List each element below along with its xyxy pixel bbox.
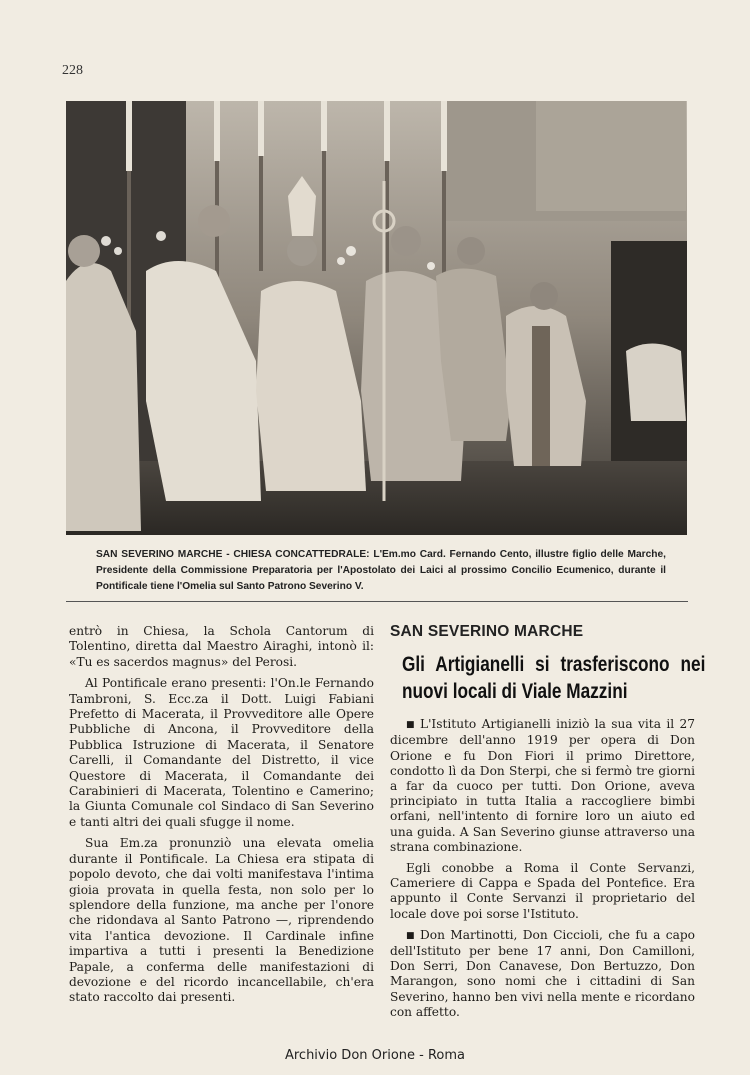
right-paragraph-1: ■ L'Istituto Artigianelli iniziò la sua vita il 27 dicembre dell'anno 1919 per opera di Don Orione e fu Don Fiori il primo Direttore, condotto lì da Don Sterpi, che si fermò tre giorni a far da cuoco per tutti. Don Orione, aveva principiato in tutta Italia a raccogliere bimbi orfani, nell'intento di fornire loro un aiuto ed una guida. A San Severino giunse attraverso una strana combinazione. (390, 717, 695, 854)
right-paragraph-2: Egli conobbe a Roma il Conte Servanzi, Cameriere di Cappa e Spada del Pontefice. Era appunto il Conte Servanzi il proprietario del locale dove poi sorse l'Istituto. (390, 861, 695, 921)
bullet-icon: ■ (406, 930, 416, 941)
page-number: 228 (62, 63, 83, 78)
archive-footer: Archivio Don Orione - Roma (284, 1048, 466, 1063)
article-headline: Gli Artigianelli si trasferiscono nei nuovi locali di Viale Mazzini (402, 653, 706, 704)
section-divider (66, 601, 688, 602)
left-paragraph-3: Sua Em.za pronunziò una elevata omelia durante il Pontificale. La Chiesa era stipata di popolo devoto, che dai volti manifestava l'intima gioia provata in quella festa, non solo per lo splendore della funzione, ma anche per l'onore che ridondava al Santo Patrono —, riprendendo vita l'antica devozione. Il Cardinale infine impartiva a tutti i presenti la Benedizione Papale, a conferma delle manifestazioni di devozione e del ricordo incancellabile, ch'era stato raccolto dai presenti. (69, 836, 374, 1005)
bullet-icon: ■ (406, 720, 416, 731)
right-paragraph-3: ■ Don Martinotti, Don Ciccioli, che fu a capo dell'Istituto per bene 17 anni, Don Camilloni, Don Serri, Don Canavese, Don Bertuzzo, Don Marangon, sono nomi che i cittadini di San Severino, hanno ben vivi nella mente e ricordano con affetto. (390, 927, 695, 1019)
left-paragraph-1: entrò in Chiesa, la Schola Cantorum di Tolentino, diretta dal Maestro Airaghi, intonò il: «Tu es sacerdos magnus» del Perosi. (69, 624, 374, 669)
left-paragraph-2: Al Pontificale erano presenti: l'On.le Fernando Tambroni, S. Ecc.za il Dott. Luigi Fabiani Prefetto di Macerata, il Provveditore alle Opere Pubbliche di Ancona, il Provveditore della Pubblica Istruzione di Macerata, il Senatore Carelli, il Comandante del Distretto, il vice Questore di Macerata, il Comandante dei Carabinieri di Macerata, Tolentino e Camerino; la Giunta Comunale col Sindaco di San Severino e tanti altri dei quali sfugge il nome. (69, 676, 374, 829)
right-column (390, 623, 706, 1026)
ceremony-photo (66, 101, 687, 535)
section-label: SAN SEVERINO MARCHE (390, 623, 584, 640)
photo-caption: SAN SEVERINO MARCHE - CHIESA CONCATTEDRALE: L'Em.mo Card. Fernando Cento, illustre figlio delle Marche, Presidente della Commissione Preparatoria per l'Apostolato dei Laici al prossimo Concilio Ecumenico, durante il Pontificale tiene l'Omelia sul Santo Patrono Severino V. (96, 549, 666, 592)
ceremony-photo-drawing (66, 101, 687, 535)
left-column (69, 624, 374, 1012)
